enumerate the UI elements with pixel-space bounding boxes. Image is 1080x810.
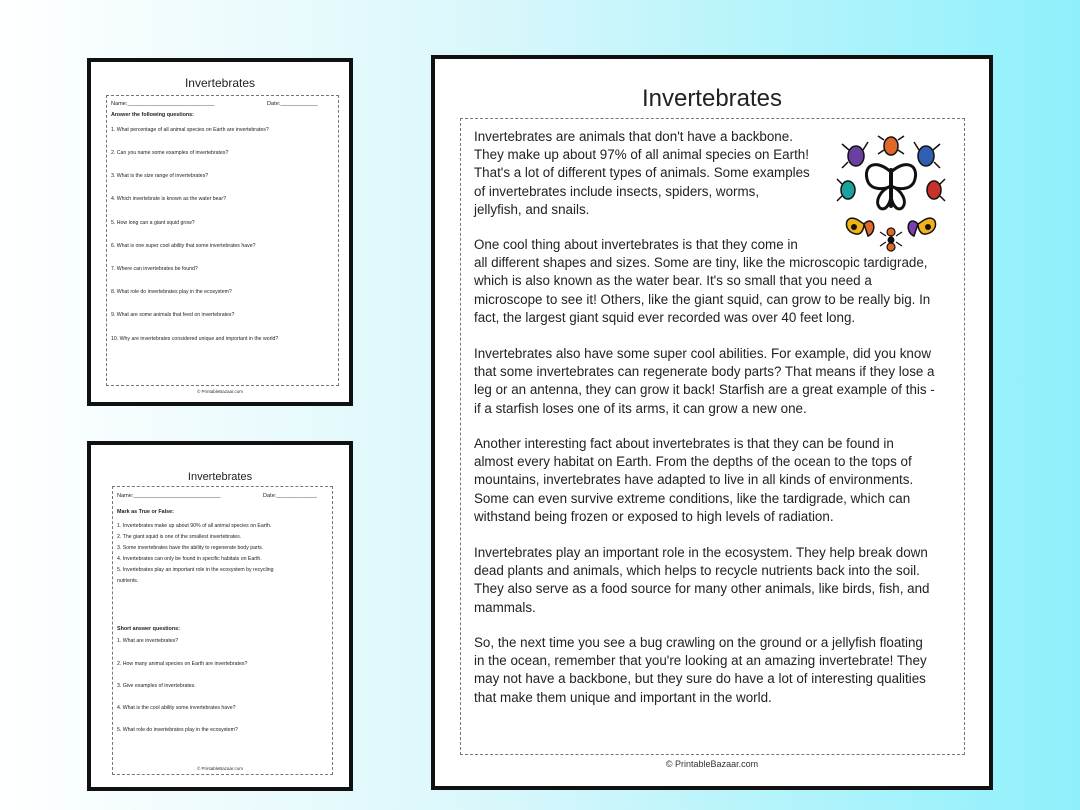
short-answer-item: 1. What are invertebrates?	[117, 638, 179, 644]
bug-icon	[837, 179, 855, 201]
true-false-item: 3. Some invertebrates have the ability to regenerate body parts.	[117, 545, 264, 551]
text-line: all different shapes and sizes. Some are tiny, like the microscopic tardigrade,	[474, 255, 928, 271]
text-line: of invertebrates include insects, spiders, worms,	[474, 183, 760, 199]
text-line: Another interesting fact about invertebrates is that they can be found in	[474, 436, 894, 451]
text-line: They make up about 97% of all animal species on Earth!	[474, 147, 809, 163]
short-answer-item: 4. What is the cool ability some invertebrates have?	[117, 705, 236, 711]
true-false-item: 2. The giant squid is one of the smallest invertebrates.	[117, 534, 242, 540]
short-answer-heading: Short answer questions:	[117, 626, 180, 632]
true-false-item: nutrients.	[117, 578, 139, 584]
date-field-label: Date:_____________	[263, 493, 317, 499]
text-line: Some can even survive extreme conditions, like the tardigrade, which can	[474, 490, 911, 506]
text-line: mountains, invertebrates have adapted to live in all kinds of environments.	[474, 472, 914, 488]
passage-content-border	[460, 118, 965, 755]
paragraph-abilities	[474, 345, 935, 418]
text-line: dead plants and animals, which helps to recycle nutrients back into the soil.	[474, 563, 920, 579]
question-item: 9. What are some animals that feed on invertebrates?	[111, 312, 235, 318]
reading-passage-sheet	[431, 55, 993, 790]
true-false-heading: Mark as True or False:	[117, 509, 174, 515]
short-answer-item: 2. How many animal species on Earth are invertebrates?	[117, 661, 248, 667]
text-line: withstand being frozen or exposed to high levels of radiation.	[474, 508, 834, 524]
text-line: that make them unique and important in the world.	[474, 689, 772, 705]
date-field-label: Date:____________	[267, 101, 318, 107]
text-line: Invertebrates play an important role in the ecosystem. They help break down	[474, 545, 928, 560]
paragraph-conclusion	[474, 634, 927, 707]
question-item: 4. Which invertebrate is known as the water bear?	[111, 196, 227, 202]
name-field-label: Name:____________________________	[111, 101, 215, 107]
text-line: mammals.	[474, 599, 536, 615]
text-line: One cool thing about invertebrates is that they come in	[474, 237, 798, 252]
butterfly-icon	[866, 165, 915, 209]
text-line: that some invertebrates can regenerate body parts? That means if they lose a	[474, 364, 935, 380]
text-line: They also serve as a food source for many other animals, like birds, fish, and	[474, 581, 930, 597]
copyright-text: © PrintableBazaar.com	[665, 759, 759, 769]
moth-icon	[908, 218, 935, 236]
text-line: in the ocean, remember that you're looking at an amazing invertebrate! They	[474, 653, 927, 669]
bug-icon	[842, 142, 868, 168]
worksheet-questions-preview	[87, 58, 353, 406]
text-line: So, the next time you see a bug crawling on the ground or a jellyfish floating	[474, 635, 923, 650]
moth-icon	[846, 218, 873, 236]
text-line: microscope to see it! Others, like the giant squid, can grow to be really big. In	[474, 291, 931, 307]
question-item: 1. What percentage of all animal species on Earth are invertebrates?	[111, 127, 269, 133]
text-line: Invertebrates are animals that don't have a backbone.	[474, 129, 793, 144]
worksheet-content-border	[106, 95, 339, 386]
insects-illustration	[834, 132, 949, 252]
paragraph-sizes	[474, 236, 930, 327]
bug-icon	[927, 179, 945, 201]
question-item: 8. What role do invertebrates play in the ecosystem?	[111, 289, 232, 295]
passage-title: Invertebrates	[641, 85, 783, 112]
text-line: if a starfish loses one of its arms, it can grow a new one.	[474, 400, 807, 416]
question-item: 10. Why are invertebrates considered unique and important in the world?	[111, 336, 279, 342]
worksheet-title: Invertebrates	[187, 471, 253, 483]
question-item: 3. What is the size range of invertebrates?	[111, 173, 209, 179]
bug-icon	[914, 142, 940, 168]
beetle-icon	[878, 136, 904, 155]
copyright-text: © PrintableBazaar.com	[196, 766, 244, 771]
worksheet-true-false-preview	[87, 441, 353, 791]
worksheet-content-border	[112, 486, 333, 775]
short-answer-item: 5. What role do invertebrates play in the ecosystem?	[117, 727, 238, 733]
worksheet-title: Invertebrates	[184, 76, 256, 90]
question-item: 7. Where can invertebrates be found?	[111, 266, 198, 272]
true-false-item: 1. Invertebrates make up about 90% of all animal species on Earth.	[117, 523, 272, 529]
text-line: almost every habitat on Earth. From the depths of the ocean to the tops of	[474, 454, 912, 470]
question-item: 6. What is one super cool ability that some invertebrates have?	[111, 243, 256, 249]
text-line: leg or an antenna, they can grow it back! Starfish are a great example of this -	[474, 382, 935, 398]
text-line: may not have a backbone, but they sure do have a lot of interesting qualities	[474, 671, 926, 687]
text-line: That's a lot of different types of animals. Some examples	[474, 165, 810, 181]
paragraph-ecosystem	[474, 544, 930, 617]
text-line: Invertebrates also have some super cool abilities. For example, did you know	[474, 346, 932, 361]
section-heading: Answer the following questions:	[111, 112, 194, 118]
question-item: 2. Can you name some examples of invertebrates?	[111, 150, 229, 156]
text-line: jellyfish, and snails.	[474, 201, 590, 217]
text-line: fact, the largest giant squid ever recorded was over 40 feet long.	[474, 309, 856, 325]
copyright-text: © PrintableBazaar.com	[196, 389, 244, 394]
short-answer-item: 3. Give examples of invertebrates.	[117, 683, 196, 689]
text-line: which is also known as the water bear. It's so small that you need a	[474, 273, 872, 289]
paragraph-habitats	[474, 435, 913, 526]
paragraph-intro	[474, 128, 810, 219]
question-item: 5. How long can a giant squid grow?	[111, 220, 195, 226]
true-false-item: 5. Invertebrates play an important role in the ecosystem by recycling	[117, 567, 274, 573]
name-field-label: Name:____________________________	[117, 493, 221, 499]
true-false-item: 4. Invertebrates can only be found in specific habitats on Earth.	[117, 556, 262, 562]
